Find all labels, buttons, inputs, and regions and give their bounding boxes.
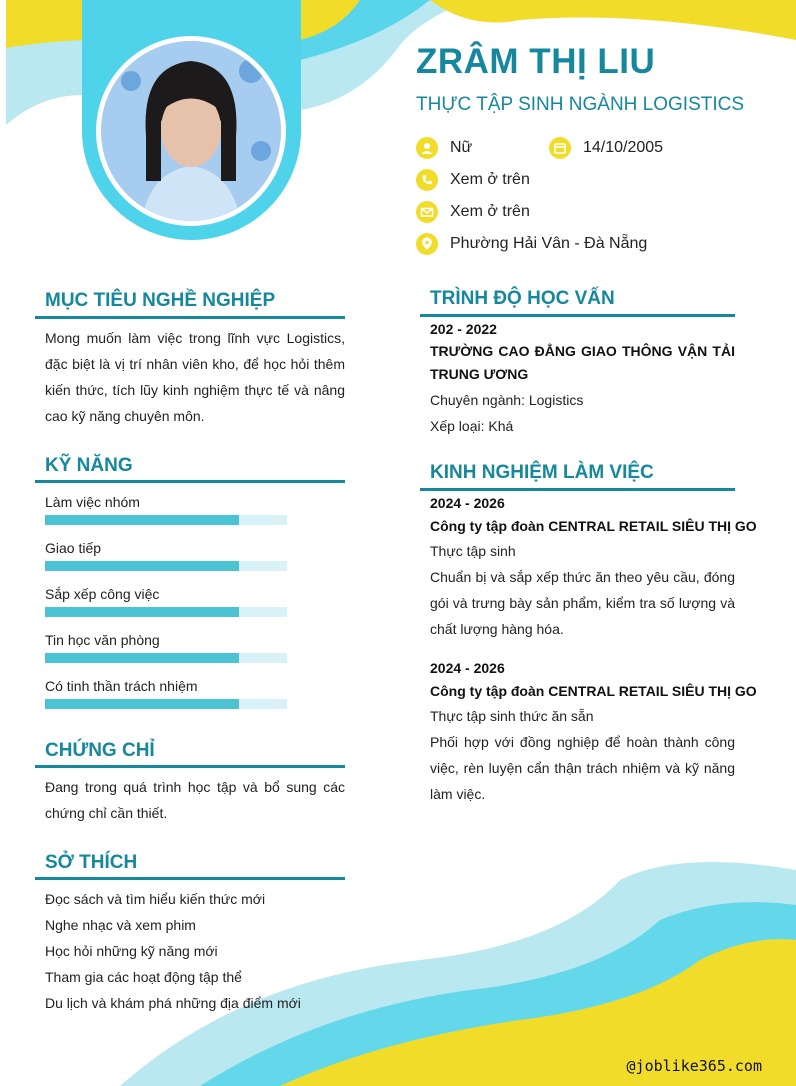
skill-bar — [45, 699, 287, 709]
objective-heading: MỤC TIÊU NGHỀ NGHIỆP — [45, 290, 276, 311]
skill-label: Tin học văn phòng — [45, 632, 160, 648]
candidate-title: THỰC TẬP SINH NGÀNH LOGISTICS — [416, 94, 745, 115]
skill-bar-fill — [45, 561, 239, 571]
education-major: Chuyên ngành: Logistics — [430, 392, 584, 408]
skill-bar-fill — [45, 653, 239, 663]
address-value: Phường Hải Vân - Đà Nẵng — [450, 235, 648, 252]
birthdate-value: 14/10/2005 — [583, 139, 664, 156]
list-item: Đọc sách và tìm hiểu kiến thức mới — [45, 891, 266, 907]
skill-label: Giao tiếp — [45, 540, 102, 556]
experience-heading: KINH NGHIỆM LÀM VIỆC — [430, 462, 654, 483]
list-item: Tham gia các hoạt động tập thể — [45, 969, 242, 985]
calendar-icon — [549, 137, 571, 159]
hobbies-rule — [35, 877, 345, 880]
skill-label: Có tinh thần trách nhiệm — [45, 678, 198, 694]
mail-icon — [416, 201, 438, 223]
job-company: Công ty tập đoàn CENTRAL RETAIL SIÊU THỊ GO — [430, 683, 757, 699]
education-school: TRƯỜNG CAO ĐẲNG GIAO THÔNG VẬN TẢI TRUNG ƯƠNG — [430, 343, 735, 382]
skill-bar-fill — [45, 515, 239, 525]
phone-value: Xem ở trên — [450, 171, 530, 188]
user-icon — [416, 137, 438, 159]
education-heading: TRÌNH ĐỘ HỌC VẤN — [430, 288, 615, 309]
education-grade: Xếp loại: Khá — [430, 418, 514, 434]
list-item: Học hỏi những kỹ năng mới — [45, 943, 218, 959]
watermark: @joblike365.com — [626, 1057, 762, 1075]
phone-icon — [416, 169, 438, 191]
job-description: Phối hợp với đồng nghiệp để hoàn thành công việc, rèn luyện cẩn thận trách nhiệm và kỹ năng làm việc. — [430, 734, 735, 802]
skill-bar-fill — [45, 607, 239, 617]
skill-bar — [45, 607, 287, 617]
list-item: Du lịch và khám phá những địa điểm mới — [45, 995, 301, 1011]
job-position: Thực tập sinh — [430, 543, 516, 559]
job-period: 2024 - 2026 — [430, 660, 505, 676]
list-item: Nghe nhạc và xem phim — [45, 917, 196, 933]
skill-label: Sắp xếp công việc — [45, 586, 160, 602]
skill-bar — [45, 515, 287, 525]
skills-heading: KỸ NĂNG — [45, 455, 133, 476]
gender-row — [416, 137, 472, 159]
job-description: Chuẩn bị và sắp xếp thức ăn theo yêu cầu, đóng gói và trưng bày sản phẩm, kiểm tra số lượng và chất lượng hàng hóa. — [430, 569, 735, 637]
certificates-rule — [35, 765, 345, 768]
birthdate-row — [549, 137, 663, 159]
experience-rule — [420, 488, 735, 491]
email-value: Xem ở trên — [450, 203, 530, 220]
skill-bar — [45, 653, 287, 663]
skills-rule — [35, 480, 345, 483]
skill-bar — [45, 561, 287, 571]
gender-value: Nữ — [450, 139, 473, 156]
skill-bar-fill — [45, 699, 239, 709]
email-row — [416, 201, 530, 223]
certificates-heading: CHỨNG CHỈ — [45, 740, 155, 761]
phone-row — [416, 169, 530, 191]
skill-label: Làm việc nhóm — [45, 494, 140, 510]
objective-text: Mong muốn làm việc trong lĩnh vực Logistics, đặc biệt là vị trí nhân viên kho, để học hỏi thêm kiến thức, tích lũy kinh nghiệm thực tế và nâng cao kỹ năng chuyên môn. — [45, 330, 345, 424]
location-icon — [416, 233, 438, 255]
profile-photo — [101, 41, 281, 221]
certificates-text: Đang trong quá trình học tập và bổ sung các chứng chỉ cần thiết. — [45, 779, 345, 821]
address-row — [416, 233, 647, 255]
job-period: 2024 - 2026 — [430, 495, 505, 511]
candidate-name: ZRÂM THỊ LIU — [416, 42, 656, 81]
objective-rule — [35, 316, 345, 319]
education-period: 202 - 2022 — [430, 321, 497, 337]
education-rule — [420, 314, 735, 317]
job-company: Công ty tập đoàn CENTRAL RETAIL SIÊU THỊ GO — [430, 518, 757, 534]
job-position: Thực tập sinh thức ăn sẵn — [430, 708, 594, 724]
hobbies-heading: SỞ THÍCH — [45, 852, 138, 873]
hobbies-list — [45, 886, 301, 1016]
